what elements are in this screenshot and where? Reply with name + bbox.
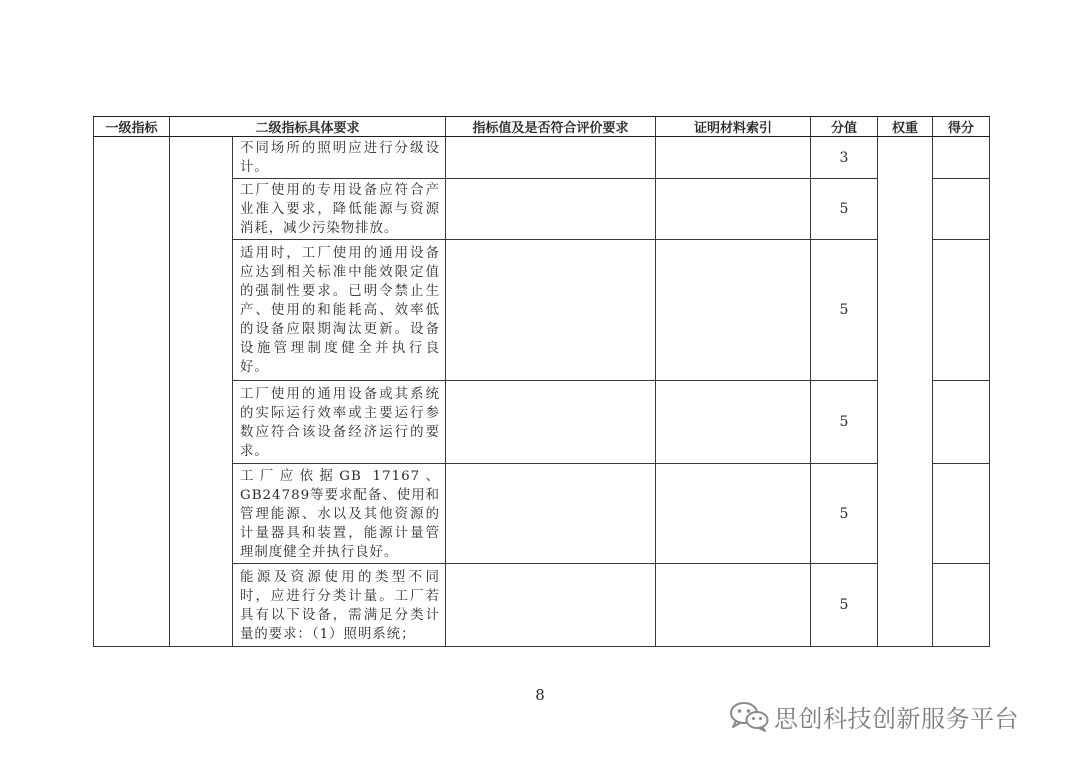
value-cell (446, 137, 656, 179)
header-row (94, 117, 990, 137)
evidence-cell (656, 464, 811, 564)
value-cell (446, 381, 656, 464)
score-cell: 5 (811, 240, 878, 381)
evidence-cell (656, 179, 811, 240)
header-value: 指标值及是否符合评价要求 (446, 117, 656, 137)
evidence-cell (656, 137, 811, 179)
score-cell: 5 (811, 464, 878, 564)
evidence-cell (656, 381, 811, 464)
evidence-cell (656, 564, 811, 647)
watermark (728, 698, 1019, 734)
evidence-cell (656, 240, 811, 381)
score-cell: 3 (811, 137, 878, 179)
score-cell: 5 (811, 564, 878, 647)
requirement-cell: 工厂使用的专用设备应符合产业准入要求，降低能源与资源消耗，减少污染物排放。 (233, 179, 446, 240)
result-cell (933, 240, 990, 381)
result-cell (933, 137, 990, 179)
result-cell (933, 381, 990, 464)
requirement-cell: 工厂应依据GB 17167、GB24789等要求配备、使用和管理能源、水以及其他资源的计量器具和装置，能源计量管理制度健全并执行良好。 (233, 464, 446, 564)
header-level1: 一级指标 (94, 117, 170, 137)
requirement-cell: 工厂使用的通用设备或其系统的实际运行效率或主要运行参数应符合该设备经济运行的要求。 (233, 381, 446, 464)
table-row (94, 137, 990, 179)
result-cell (933, 179, 990, 240)
weight-cell (878, 137, 933, 647)
evaluation-table (93, 116, 990, 647)
header-evidence: 证明材料索引 (656, 117, 811, 137)
value-cell (446, 464, 656, 564)
value-cell (446, 240, 656, 381)
header-result: 得分 (933, 117, 990, 137)
header-weight: 权重 (878, 117, 933, 137)
level2-blank-cell (170, 137, 233, 647)
requirement-cell: 不同场所的照明应进行分级设计。 (233, 137, 446, 179)
page-number: 8 (535, 686, 545, 704)
score-cell: 5 (811, 381, 878, 464)
wechat-icon (728, 700, 770, 732)
requirement-cell: 能源及资源使用的类型不同时，应进行分类计量。工厂若具有以下设备，需满足分类计量的要求：（1）照明系统； (233, 564, 446, 647)
watermark-text: 思创科技创新服务平台 (774, 704, 1019, 733)
header-level2: 二级指标具体要求 (170, 117, 446, 137)
result-cell (933, 464, 990, 564)
result-cell (933, 564, 990, 647)
value-cell (446, 564, 656, 647)
score-cell: 5 (811, 179, 878, 240)
header-score: 分值 (811, 117, 878, 137)
level1-cell (94, 137, 170, 647)
requirement-cell: 适用时，工厂使用的通用设备应达到相关标准中能效限定值的强制性要求。已明令禁止生产、使用的和能耗高、效率低的设备应限期淘汰更新。设备设施管理制度健全并执行良好。 (233, 240, 446, 381)
value-cell (446, 179, 656, 240)
